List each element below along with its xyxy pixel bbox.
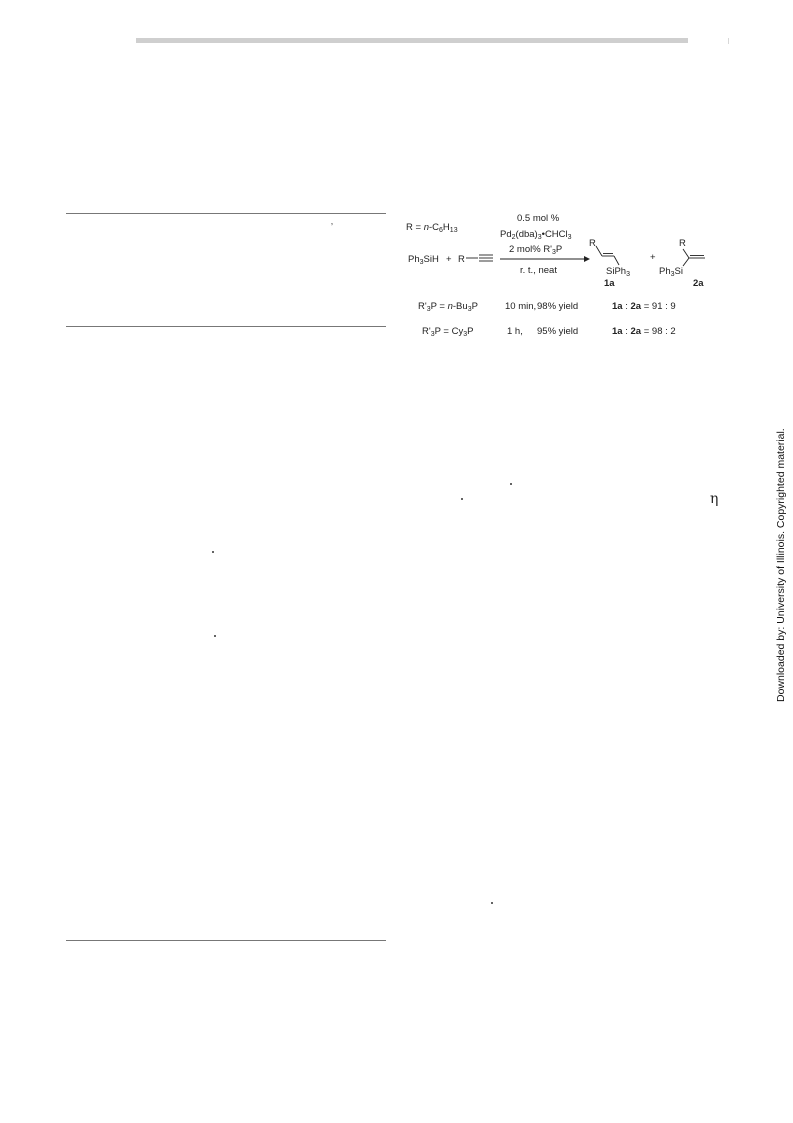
speck-dot [510, 483, 512, 485]
condition-loading: 0.5 mol % [517, 213, 560, 224]
page-header-bar [136, 38, 688, 43]
result-ratio: 1a : 2a = 98 : 2 [612, 326, 676, 337]
product-2a-silyl: $Ph_3Si$ [659, 266, 683, 278]
product-2a-label: 2a [693, 278, 704, 289]
product-1a-bond [596, 246, 602, 256]
result-yield: 95% yield [537, 326, 579, 337]
page-header-tick [728, 38, 729, 44]
speck-mark: ʼ [331, 222, 333, 232]
stray-eta-glyph: η [710, 491, 719, 507]
alkyne-triple-bond [479, 255, 493, 261]
product-1a-label: 1a [604, 278, 615, 289]
result-ratio: 1a : 2a = 91 : 9 [612, 301, 676, 312]
result-phosphine-cy3p: $R'_3P = Cy_3P$ [422, 326, 474, 338]
r-definition: $R = n-C_6H_{13}$ [406, 222, 458, 234]
speck-dot [214, 635, 216, 637]
left-column-rule-bottom [66, 940, 386, 941]
reagent-silane: $Ph_3SiH$ [408, 254, 439, 266]
condition-ligand: 2 mol% $R'_3P$ [509, 244, 563, 256]
product-1a-bond [614, 256, 619, 265]
left-column-rule-top [66, 213, 386, 214]
download-watermark: Downloaded by: University of Illinois. Copyrighted material. [775, 428, 787, 702]
product-2a-bond [683, 258, 689, 266]
product-2a-double-bond [689, 256, 705, 259]
speck-dot [491, 902, 493, 904]
result-time: 10 min, [505, 301, 537, 312]
product-1a-silyl: SiPh$_3$ [606, 266, 630, 278]
speck-dot [212, 551, 214, 553]
product-2a-r-label: R [679, 238, 686, 249]
product-1a-r-label: R [589, 238, 596, 249]
condition-catalyst: $Pd_2(dba)_3•CHCl_3$ [500, 229, 572, 241]
alkyne-r-label: R [458, 254, 465, 265]
product-1a-double-bond [602, 254, 614, 257]
speck-dot [461, 498, 463, 500]
reaction-arrow-head [584, 256, 590, 262]
product-plus: + [650, 252, 656, 263]
condition-temperature: r. t., neat [520, 265, 557, 276]
left-column-rule-middle [66, 326, 386, 327]
product-2a-bond [683, 249, 689, 258]
reagent-plus: + [446, 254, 452, 265]
result-yield: 98% yield [537, 301, 579, 312]
result-phosphine-nbu3p: $R'_3P = n-Bu_3P$ [418, 301, 478, 313]
result-time: 1 h, [507, 326, 523, 337]
